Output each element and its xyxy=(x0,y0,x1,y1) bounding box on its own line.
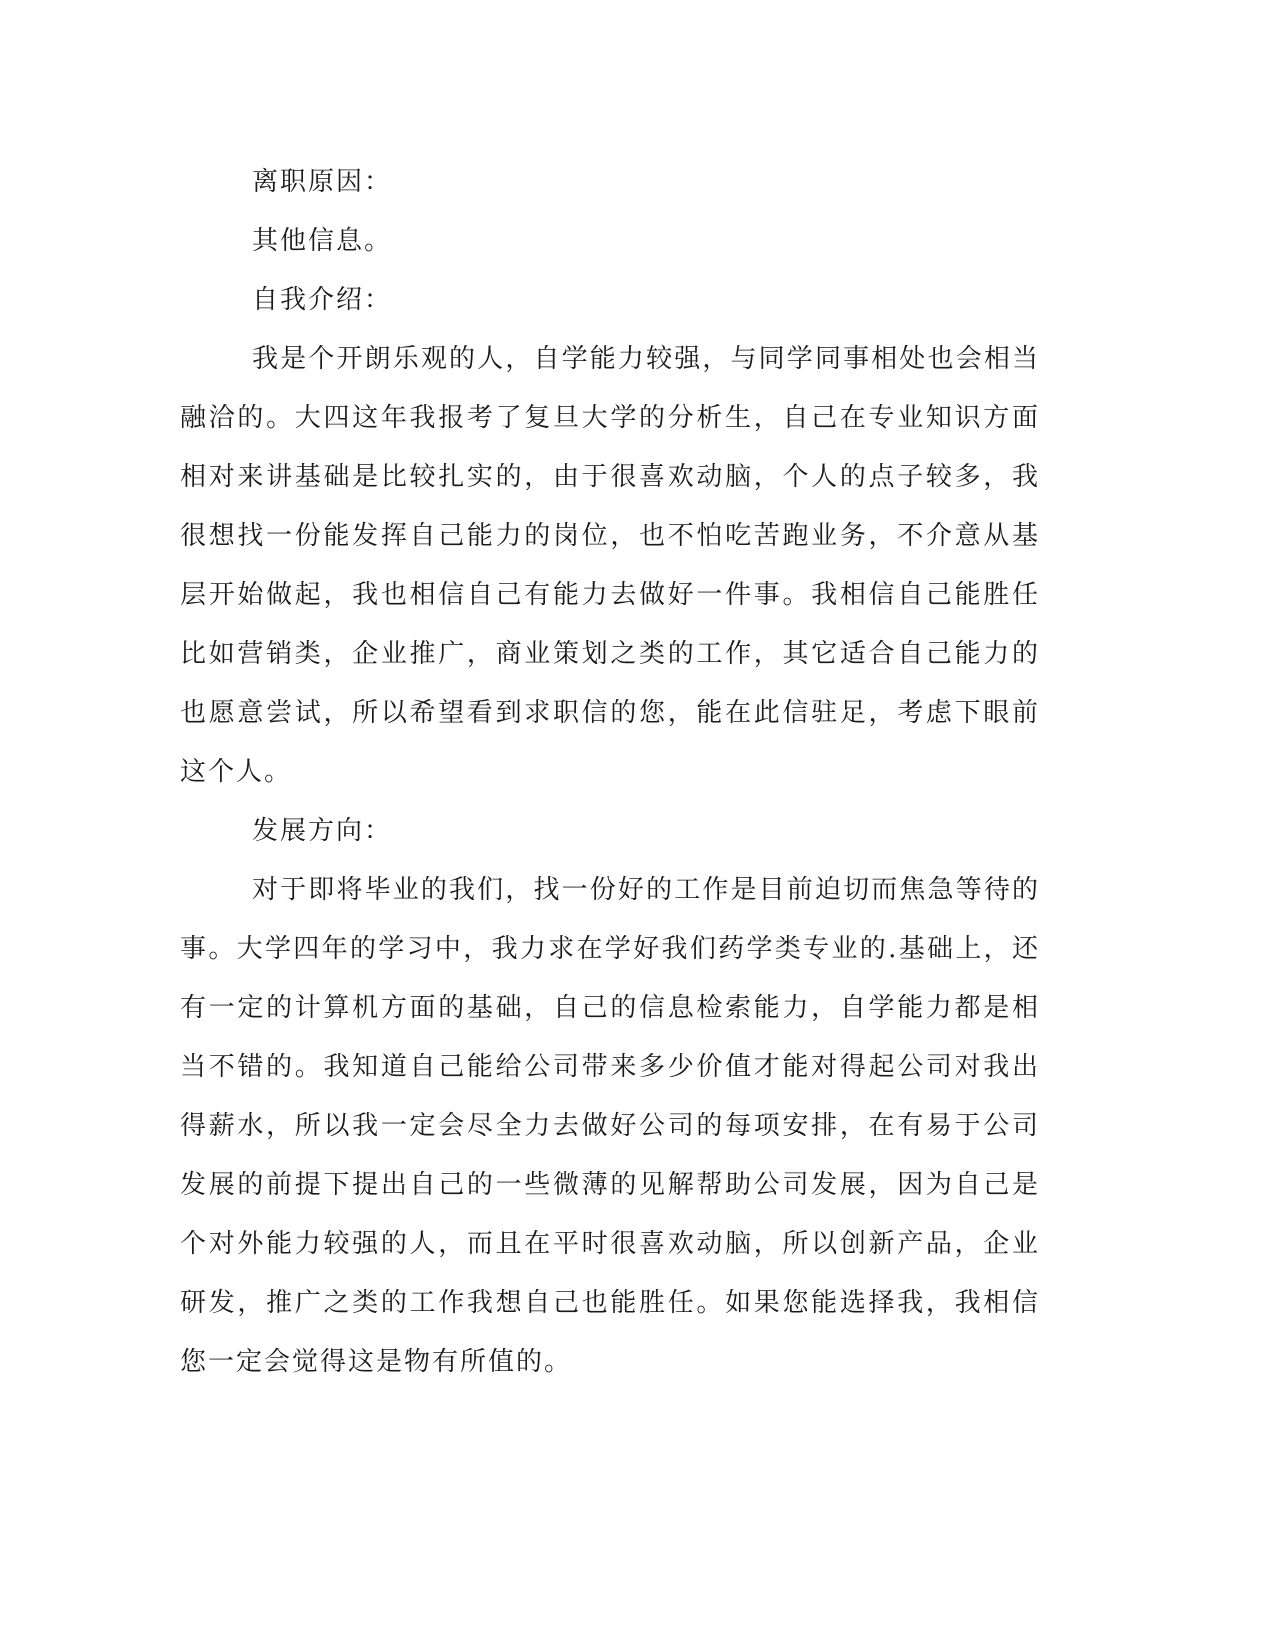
direction-paragraph: 对于即将毕业的我们，找一份好的工作是目前迫切而焦急等待的事。大学四年的学习中，我力求在学好我们药学类专业的.基础上，还有一定的计算机方面的基础，自己的信息检索能力，自学能力都是相当不错的。我知道自己能给公司带来多少价值才能对得起公司对我出得薪水，所以我一定会尽全力去做好公司的每项安排，在有易于公司发展的前提下提出自己的一些微薄的见解帮助公司发展，因为自己是个对外能力较强的人，而且在平时很喜欢动脑，所以创新产品，企业研发，推广之类的工作我想自己也能胜任。如果您能选择我，我相信您一定会觉得这是物有所值的。 xyxy=(180,875,1040,1377)
self-intro-label: 自我介绍： xyxy=(252,285,393,315)
self-intro-paragraph: 我是个开朗乐观的人，自学能力较强，与同学同事相处也会相当融洽的。大四这年我报考了复旦大学的分析生，自己在专业知识方面相对来讲基础是比较扎实的，由于很喜欢动脑，个人的点子较多，我很想找一份能发挥自己能力的岗位，也不怕吃苦跑业务，不介意从基层开始做起，我也相信自己有能力去做好一件事。我相信自己能胜任比如营销类，企业推广，商业策划之类的工作，其它适合自己能力的也愿意尝试，所以希望看到求职信的您，能在此信驻足，考虑下眼前这个人。 xyxy=(180,344,1040,787)
document-page xyxy=(180,153,1040,1392)
leave-reason-label: 离职原因： xyxy=(252,167,393,197)
other-info-label: 其他信息。 xyxy=(252,226,393,256)
direction-label: 发展方向： xyxy=(252,816,393,846)
